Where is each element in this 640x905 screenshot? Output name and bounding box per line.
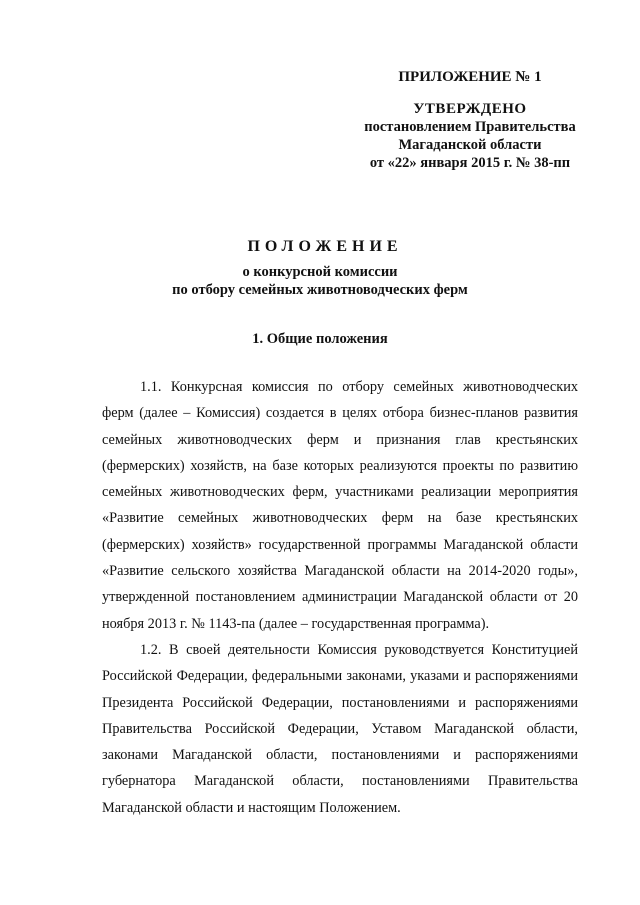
approval-line-3: от «22» января 2015 г. № 38-пп [369, 155, 571, 171]
approval-line-2: Магаданской области [398, 137, 542, 153]
document-subtitle-2: по отбору семейных животноводческих ферм [172, 282, 468, 298]
document-heading [0, 237, 640, 299]
approval-line-1: постановлением Правительства [364, 119, 576, 135]
paragraph-1-2: 1.2. В своей деятельности Комиссия руководствуется Конституцией Российской Федерации, федеральными законами, указами и распоряжениями Президента Российской Федерации, постановлениями и распоряжениями Правительства Российской Федерации, Уставом Магаданской области, законами Магаданской области, постановлениями и распоряжениями губернатора Магаданской области, постановлениями Правительства Магаданской области и настоящим Положением. [102, 641, 578, 816]
appendix-title: ПРИЛОЖЕНИЕ № 1 [398, 69, 542, 85]
approval-stamp: УТВЕРЖДЕНО [413, 101, 527, 117]
paragraph-1-1: 1.1. Конкурсная комиссия по отбору семейных животноводческих ферм (далее – Комиссия) создается в целях отбора бизнес-планов развития семейных животноводческих ферм и признания глав крестьянских (фермерских) хозяйств, на базе которых реализуются проекты по развитию семейных животноводческих ферм, участниками реализации мероприятия «Развитие семейных животноводческих ферм на базе крестьянских (фермерских) хозяйств» государственной программы Магаданской области «Развитие сельского хозяйства Магаданской области на 2014-2020 годы», утвержденной постановлением администрации Магаданской области от 20 ноября 2013 г. № 1143-па (далее – государственная программа). [102, 379, 578, 632]
appendix-block [340, 68, 600, 172]
body-text [102, 374, 578, 821]
document-subtitle-1: о конкурсной комиссии [242, 264, 398, 280]
section-title: 1. Общие положения [252, 331, 388, 347]
document-title: ПОЛОЖЕНИЕ [247, 238, 403, 255]
